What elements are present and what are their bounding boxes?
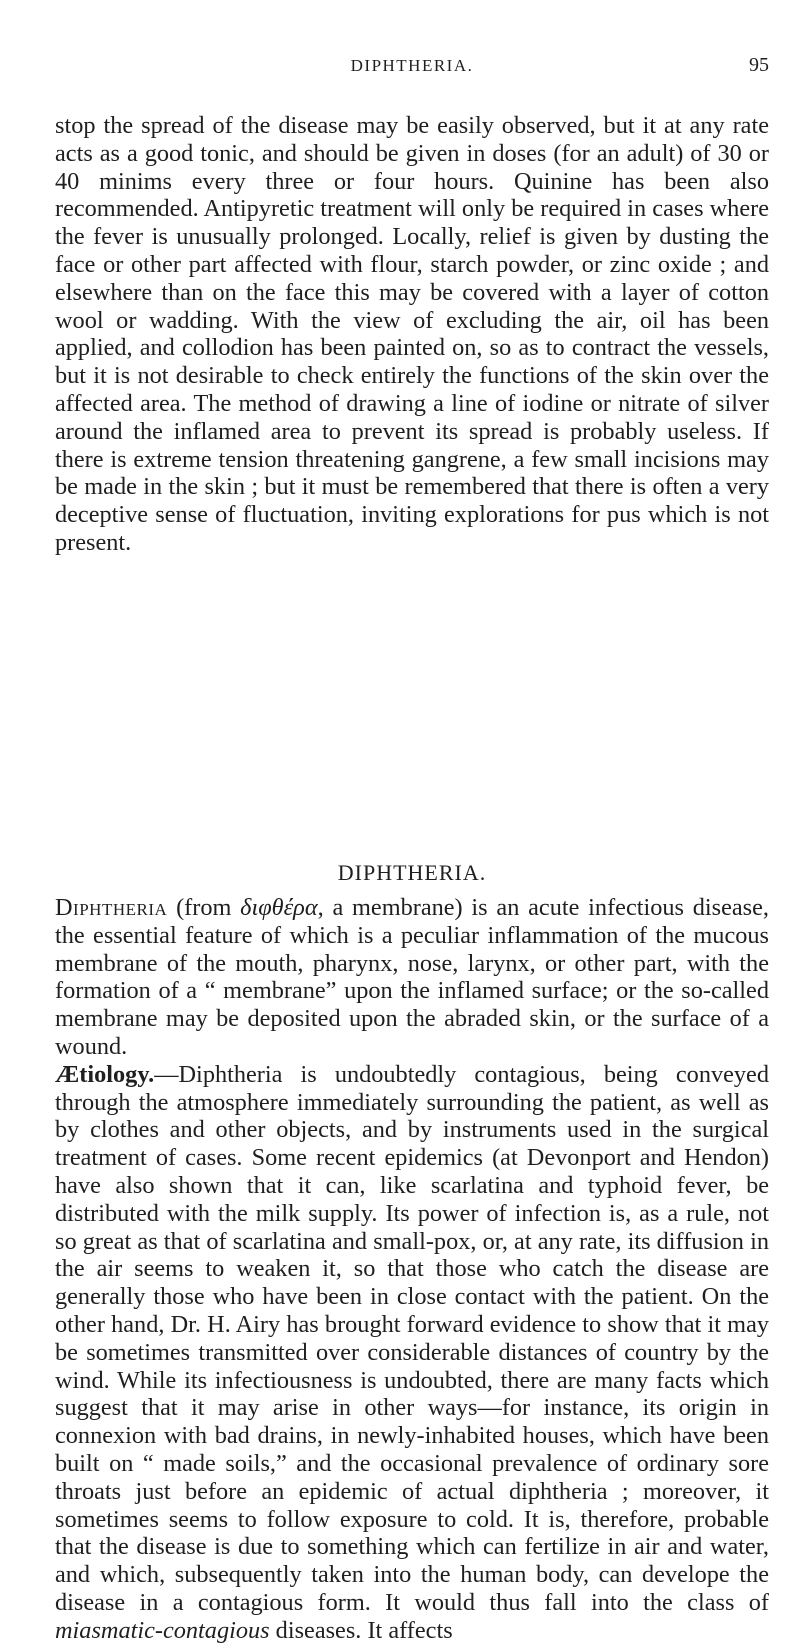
definition-text: , a membrane) is an acute infectious disease, the essential feature of which is a peculiar inflammation of the mucous membrane of the mouth, pharynx, nose, larynx, or other part, with the formation of a “ membrane” upon the inflamed surface; or the so-called membrane may be deposited upon the abraded skin, or the surface of a wound. (55, 894, 769, 1060)
aetiology-heading: Ætiology. (55, 1060, 155, 1088)
running-title: DIPHTHERIA. (350, 56, 474, 75)
aetiology-paragraph (55, 1061, 769, 1645)
continuation-block (55, 112, 769, 557)
definition-from: (from (176, 894, 241, 921)
page-header (55, 50, 769, 80)
greek-etymology: διφθέρα (240, 894, 318, 921)
aetiology-emphasis: miasmatic-contagious (55, 1616, 270, 1644)
continuation-paragraph: stop the spread of the disease may be easily observed, but it at any rate acts as a good tonic, and should be given in doses (for an adult) of 30 or 40 minims every three or four hours. Quinine has been also recommended. Antipyretic treatment will only be required in cases where the fever is unusually prolonged. Locally, relief is given by dusting the face or other part affected with flour, starch powder, or zinc oxide ; and elsewhere than on the face this may be covered with a layer of cotton wool or wadding. With the view of excluding the air, oil has been applied, and collodion has been painted on, so as to contract the vessels, but it is not desirable to check entirely the functions of the skin over the affected area. The method of drawing a line of iodine or nitrate of silver around the inflamed area to prevent its spread is probably useless. If there is extreme tension threatening gangrene, a few small incisions may be made in the skin ; but it must be remembered that there is often a very deceptive sense of fluctuation, inviting explorations for pus which is not present. (55, 112, 769, 556)
aetiology-text: —Diphtheria is undoubtedly contagious, being conveyed through the atmosphere immediately surrounding the patient, as well as by clothes and other objects, and by instruments used in the surgical treatment of cases. Some recent epidemics (at Devonport and Hendon) have also shown that it can, like scarlatina and typhoid fever, be distributed with the milk supply. Its power of infection is, as a rule, not so great as that of scarlatina and small-pox, or, at any rate, its diffusion in the air seems to weaken it, so that those who catch the disease are generally those who have been in close contact with the patient. On the other hand, Dr. H. Airy has brought forward evidence to show that it may be sometimes transmitted over considerable distances of country by the wind. While its infectiousness is undoubted, there are many facts which suggest that it may arise in other ways—for instance, its origin in connexion with bad drains, in newly-inhabited houses, which have been built on “ made soils,” and the occasional prevalence of ordinary sore throats just before an epidemic of actual diphtheria ; moreover, it sometimes seems to follow exposure to cold. It is, therefore, probable that the disease is due to something which can fertilize in air and water, and which, subsequently taken into the human body, can develope the disease in a contagious form. It would thus fall into the class of (55, 1060, 769, 1616)
page-number: 95 (749, 54, 769, 76)
main-text-block (55, 894, 769, 1645)
section-heading: DIPHTHERIA. (337, 860, 487, 885)
definition-term: Diphtheria (55, 894, 168, 921)
aetiology-text-end: diseases. It affects (269, 1616, 453, 1644)
definition-paragraph (55, 894, 769, 1061)
